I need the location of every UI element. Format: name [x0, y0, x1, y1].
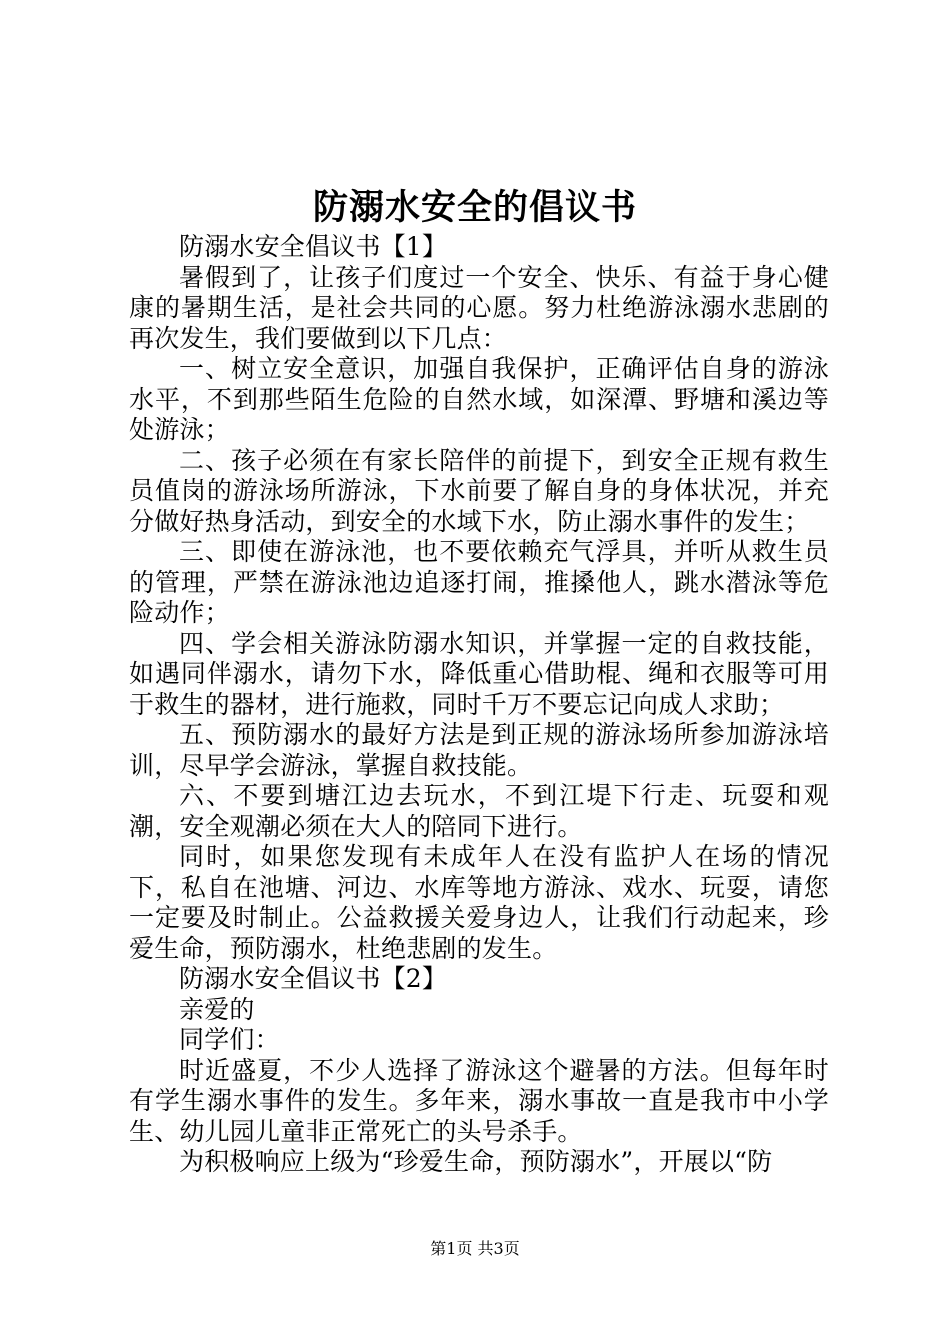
paragraph: 暑假到了，让孩子们度过一个安全、快乐、有益于身心健康的暑期生活，是社会共同的心愿。努力杜绝游泳溺水悲剧的再次发生，我们要做到以下几点：	[129, 262, 829, 353]
paragraph: 为积极响应上级为“珍爱生命，预防溺水”，开展以“防	[179, 1147, 773, 1176]
paragraph: 防溺水安全倡议书【2】	[179, 964, 448, 993]
paragraph: 同时，如果您发现有未成年人在没有监护人在场的情况下，私自在池塘、河边、水库等地方游泳、戏水、玩耍，请您一定要及时制止。公益救援关爱身边人，让我们行动起来，珍爱生命，预防溺水，杜绝悲剧的发生。	[129, 842, 829, 963]
document-body	[129, 232, 829, 1178]
paragraph: 六、不要到塘江边去玩水，不到江堤下行走、玩耍和观潮，安全观潮必须在大人的陪同下进行。	[129, 781, 829, 841]
paragraph: 三、即使在游泳池，也不要依赖充气浮具，并听从救生员的管理，严禁在游泳池边追逐打闹，推搡他人，跳水潜泳等危险动作；	[129, 537, 829, 627]
page-footer: 第1页 共3页	[430, 1239, 520, 1258]
paragraph: 防溺水安全倡议书【1】	[179, 232, 448, 261]
paragraph: 二、孩子必须在有家长陪伴的前提下，到安全正规有救生员值岗的游泳场所游泳，下水前要了解自身的身体状况，并充分做好热身活动，到安全的水域下水，防止溺水事件的发生；	[129, 445, 829, 536]
paragraph: 亲爱的	[179, 994, 255, 1024]
paragraph: 同学们：	[179, 1025, 280, 1054]
paragraph: 一、树立安全意识，加强自我保护，正确评估自身的游泳水平，不到那些陌生危险的自然水域，如深潭、野塘和溪边等处游泳；	[129, 354, 829, 444]
paragraph: 五、预防溺水的最好方法是到正规的游泳场所参加游泳培训，尽早学会游泳，掌握自救技能。	[129, 720, 829, 780]
paragraph: 四、学会相关游泳防溺水知识，并掌握一定的自救技能，如遇同伴溺水，请勿下水，降低重心借助棍、绳和衣服等可用于救生的器材，进行施救，同时千万不要忘记向成人求助；	[129, 628, 829, 719]
paragraph: 时近盛夏，不少人选择了游泳这个避暑的方法。但每年时有学生溺水事件的发生。多年来，溺水事故一直是我市中小学生、幼儿园儿童非正常死亡的头号杀手。	[129, 1055, 829, 1146]
document-title: 防溺水安全的倡议书	[312, 187, 637, 228]
